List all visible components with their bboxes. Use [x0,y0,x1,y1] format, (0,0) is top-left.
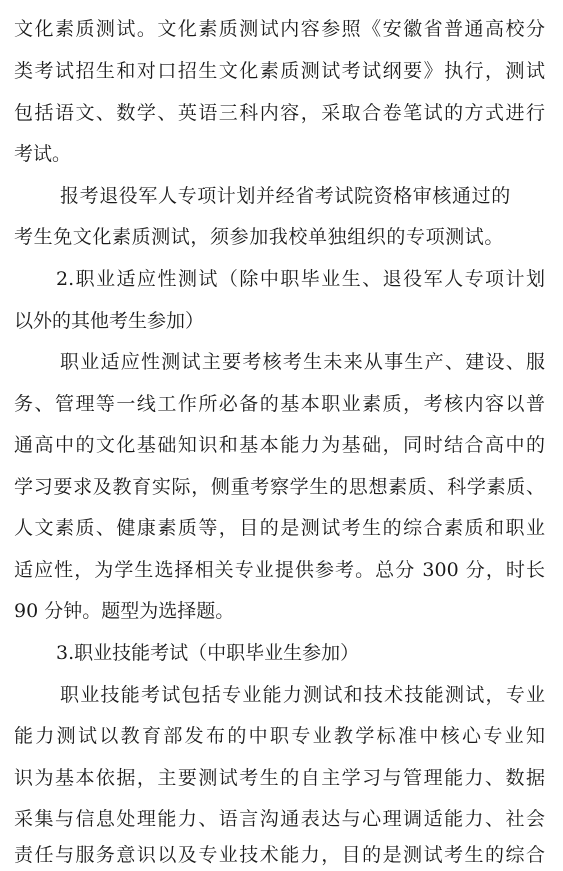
text-line-8: 以外的其他考生参加） [14,310,205,332]
text-line-3: 包括语文、数学、英语三科内容，采取合卷笔试的方式进行 [14,102,545,124]
text-line-10: 务、管理等一线工作所必备的基本职业素质，考核内容以普 [14,393,545,415]
text-line-17: 职业技能考试包括专业能力测试和技术技能测试，专业 [60,684,545,706]
text-line-11: 通高中的文化基础知识和基本能力为基础，同时结合高中的 [14,434,545,456]
text-line-18: 能力测试以教育部发布的中职专业教学标准中核心专业知 [14,725,545,747]
text-line-5: 报考退役军人专项计划并经省考试院资格审核通过的 [60,185,511,207]
text-line-13: 人文素质、健康素质等，目的是测试考生的综合素质和职业 [14,517,545,539]
text-line-9: 职业适应性测试主要考核考生未来从事生产、建设、服 [60,351,545,373]
text-line-2: 类考试招生和对口招生文化素质测试考试纲要》执行，测试 [14,60,545,82]
text-line-4: 考试。 [14,143,72,165]
text-line-6: 考生免文化素质测试，须参加我校单独组织的专项测试。 [14,226,505,248]
section-heading-3: 3.职业技能考试（中职毕业生参加） [56,642,360,664]
text-line-1: 文化素质测试。文化素质测试内容参照《安徽省普通高校分 [14,18,545,40]
text-line-12: 学习要求及教育实际，侧重考察学生的思想素质、科学素质、 [14,476,545,498]
text-line-14: 适应性，为学生选择相关专业提供参考。总分 300 分，时长 [14,559,545,581]
text-line-21: 责任与服务意识以及专业技术能力，目的是测试考生的综合 [14,844,545,866]
text-line-19: 识为基本依据，主要测试考生的自主学习与管理能力、数据 [14,767,545,789]
section-heading-2: 2.职业适应性测试（除中职毕业生、退役军人专项计划 [56,268,545,290]
text-line-20: 采集与信息处理能力、语言沟通表达与心理调适能力、社会 [14,808,545,830]
text-line-15: 90 分钟。题型为选择题。 [14,600,235,622]
